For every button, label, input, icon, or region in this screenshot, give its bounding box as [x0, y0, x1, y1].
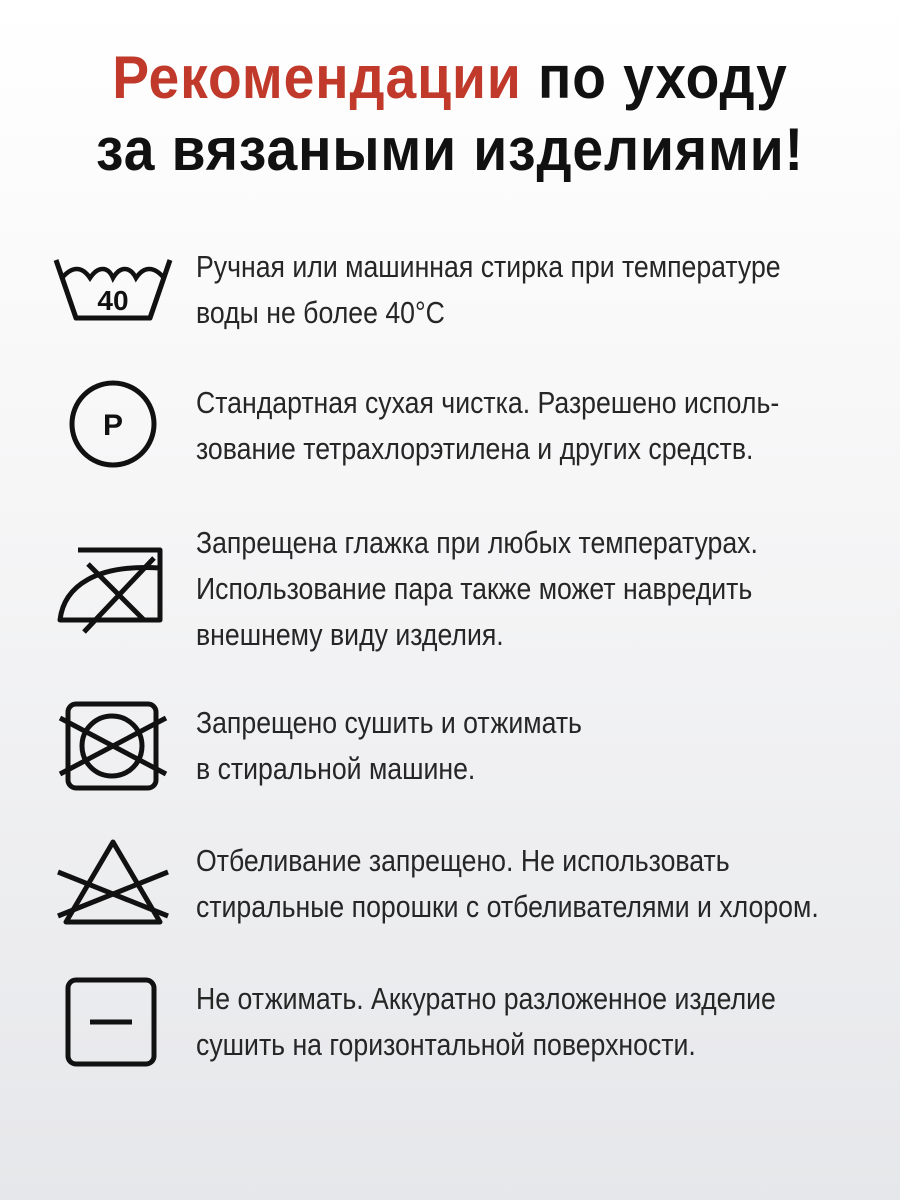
no-bleach-icon [48, 836, 178, 946]
wash-40-label: 40 [97, 285, 129, 316]
page-title [36, 42, 864, 186]
title-accent: Рекомендации [112, 44, 522, 111]
no-tumble-dry-icon [48, 698, 178, 808]
dry-flat-icon [48, 974, 178, 1084]
title-line-1-rest: по уходу [521, 44, 788, 111]
care-item-text: Не отжимать. Аккуратно разложенное изделие сушить на горизонтальной поверхности. [196, 981, 776, 1062]
no-iron-icon [48, 536, 178, 646]
title-line-2: за вязаными изделиями! [96, 116, 804, 183]
care-item-text: Запрещено сушить и отжимать в стиральной машине. [196, 705, 582, 786]
title-line-1 [36, 42, 864, 114]
wash-40-icon [48, 240, 178, 350]
care-item-text: Ручная или машинная стирка при температуре воды не более 40°C [196, 249, 781, 330]
care-item-text: Стандартная сухая чистка. Разрешено исполь- зование тетрахлорэтилена и других средств. [196, 385, 780, 466]
dry-clean-p-label: P [102, 409, 124, 442]
dry-clean-p-icon [48, 378, 178, 488]
care-item-text: Отбеливание запрещено. Не использовать стиральные порошки с отбеливателями и хлором. [196, 843, 819, 924]
care-item-text: Запрещена глажка при любых температурах. Использование пара также может навредить внешнему виду изделия. [196, 525, 758, 652]
